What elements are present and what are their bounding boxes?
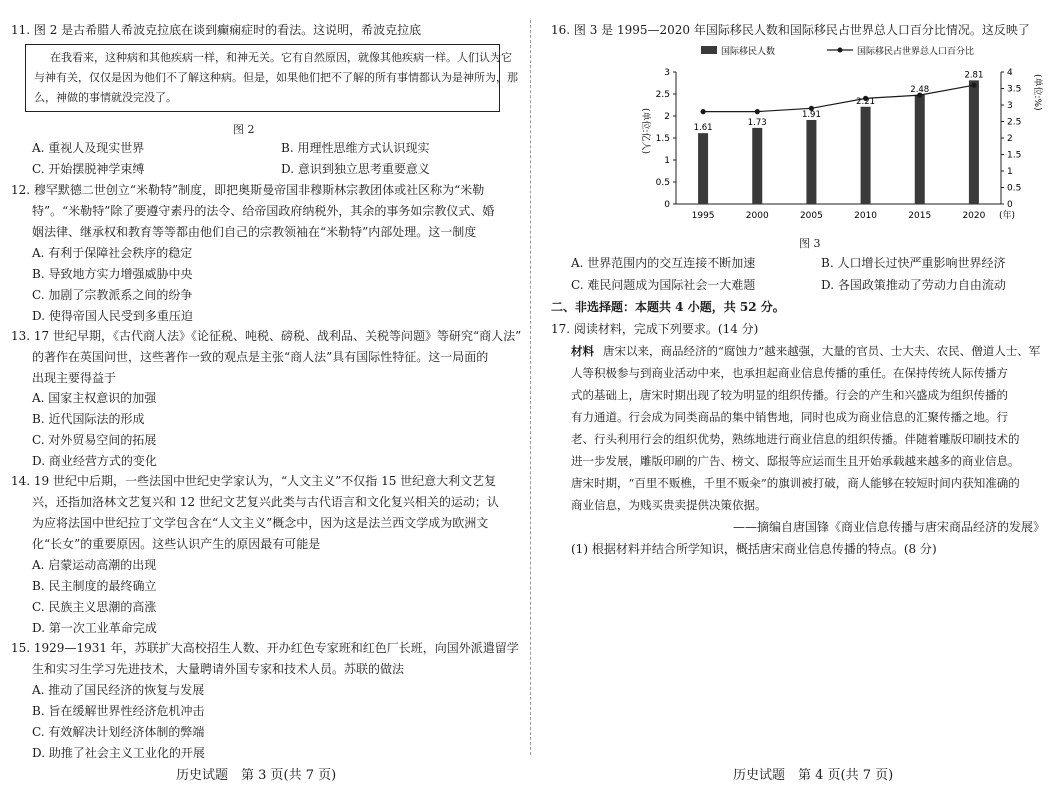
legend-bar-label: 国际移民人数	[721, 47, 776, 57]
q12-stem-line: 12. 穆罕默德二世创立“米勒特”制度，即把奥斯曼帝国非穆斯林宗教团体或社区称为“米勒	[11, 183, 485, 197]
bar	[752, 128, 762, 204]
q11-option-b[interactable]: B. 用理性思维方式认识现实	[281, 141, 430, 155]
chart-legend	[701, 45, 974, 57]
y-left-tick-label: 1.5	[655, 134, 670, 144]
q15-stem-line: 生和实习生学习先进技术，大量聘请外国专家和技术人员。苏联的做法	[32, 662, 405, 676]
q15-stem-line: 15. 1929—1931 年，苏联扩大高校招生人数、开办红色专家班和红色厂长班，向国外派遣留学	[11, 641, 519, 655]
q16-option-c[interactable]: C. 难民问题成为国际社会一大难题	[571, 278, 756, 292]
q17-stem: 17. 阅读材料，完成下列要求。(14 分)	[551, 322, 759, 336]
line-point	[971, 83, 976, 88]
q11-quote-line: 在我看来，这种病和其他疾病一样，和神无关。它有自然原因，就像其他疾病一样。人们认为它	[50, 51, 512, 64]
q13-option-a[interactable]: A. 国家主权意识的加强	[32, 391, 157, 405]
q11-stem: 11. 图 2 是古希腊人希波克拉底在谈到癫痫症时的看法。这说明，希波克拉底	[11, 23, 422, 37]
q15-option-a[interactable]: A. 推动了国民经济的恢复与发展	[32, 683, 205, 697]
q17-material-line: 商业信息，为贱买贵卖提供决策依据。	[571, 498, 767, 512]
line-point	[700, 109, 705, 114]
q11-quote-line: 与神有关，仅仅是因为他们不了解这种病。但是，如果他们把不了解的所有事情都认为是神所为，那	[34, 71, 518, 84]
q12-option-d[interactable]: D. 使得帝国人民受到多重压迫	[32, 309, 193, 323]
y-right-tick-label: 1	[1007, 167, 1013, 177]
legend-line-label: 国际移民占世界总人口百分比	[857, 47, 975, 57]
x-tick-label: 2000	[745, 211, 769, 221]
legend-line-marker	[838, 48, 843, 53]
q12-option-a[interactable]: A. 有利于保障社会秩序的稳定	[32, 246, 193, 260]
q14-stem-line: 兴，还指加洛林文艺复兴和 12 世纪文艺复兴此类与古代语言和文化复兴相关的运动；认	[32, 495, 499, 509]
bar	[698, 133, 708, 204]
q14-stem-line: 为应将法国中世纪拉丁文学包含在“人文主义”概念中，因为这是法兰西文学成为欧洲文	[32, 516, 489, 530]
figure-3-caption: 图 3	[799, 237, 821, 250]
q16-option-b[interactable]: B. 人口增长过快严重影响世界经济	[821, 256, 1006, 270]
y-right-tick-label: 0.5	[1007, 183, 1022, 194]
q13-stem-line: 出现主要得益于	[32, 371, 117, 385]
y-left-tick-label: 0.5	[655, 178, 670, 188]
y-left-tick-label: 2.5	[655, 90, 670, 100]
q12-option-b[interactable]: B. 导致地方实力增强威胁中央	[32, 267, 193, 281]
y-right-tick-label: 3.5	[1007, 84, 1022, 95]
figure-3-chart	[631, 40, 1051, 235]
bar	[915, 95, 925, 204]
q12-option-c[interactable]: C. 加剧了宗教派系之间的纷争	[32, 288, 193, 302]
bar	[861, 107, 871, 204]
bar-data-label: 1.73	[747, 117, 767, 128]
q17-material-label: 材料	[571, 344, 594, 358]
line-point	[755, 109, 760, 114]
bar-data-label: 2.48	[910, 84, 930, 95]
y-left-tick-label: 2	[664, 112, 670, 122]
section-title: 二、非选择题：本题共 4 小题，共 52 分。	[551, 300, 785, 314]
chart-axes	[656, 68, 1022, 221]
y-axis-right-label: (单位:%)	[1032, 74, 1042, 111]
q15-option-b[interactable]: B. 旨在缓解世界性经济危机冲击	[32, 704, 205, 718]
y-right-tick-label: 2	[1007, 134, 1013, 144]
q14-option-d[interactable]: D. 第一次工业革命完成	[32, 621, 157, 635]
q12-stem-line: 特”。“米勒特”除了要遵守素丹的法令、给帝国政府纳税外，其余的事务如宗教仪式、婚	[32, 204, 495, 218]
x-tick-label: 2020	[962, 211, 986, 221]
q11-quote-box	[25, 44, 518, 112]
q12-stem-line: 姻法律、继承权和教育等等都由他们自己的宗教领袖在“米勒特”内部处理。这一制度	[32, 225, 477, 239]
q11-quote-line: 么，神做的事情就没完没了。	[34, 91, 177, 104]
q17-material-line: 进一步发展，雕版印刷的广告、榜文、邸报等应运而生且开始承载越来越多的商业信息。	[571, 454, 1020, 468]
q13-stem-line: 的著作在英国问世，这些著作一致的观点是主张“商人法”具有国际性特征。这一局面的	[32, 350, 489, 364]
x-tick-label: 2010	[854, 211, 878, 221]
legend-bar-swatch	[701, 46, 717, 54]
q13-option-d[interactable]: D. 商业经营方式的变化	[32, 454, 157, 468]
x-tick-label: 1995	[691, 211, 715, 221]
q17-material-line: 式的基础上，唐宋时期出现了较为明显的组织传播。行会的产生和兴盛成为组织传播的	[571, 388, 1008, 402]
q16-option-d[interactable]: D. 各国政策推动了劳动力自由流动	[821, 278, 1006, 292]
q11-option-a[interactable]: A. 重视人及现实世界	[32, 141, 145, 155]
q17-material-line: 老、行头利用行会的组织优势，熟练地进行商业信息的组织传播。伴随着雕版印刷技术的	[571, 432, 1020, 446]
bar-data-label: 1.91	[801, 109, 821, 120]
q17-material-line: 有力通道。行会成为同类商品的集中销售地，同时也成为商业信息的汇聚传播之地。行	[571, 410, 1008, 424]
bar	[806, 120, 816, 204]
bar	[969, 80, 979, 204]
y-axis-left-label: (单位:亿人)	[640, 108, 650, 155]
data-labels	[694, 70, 984, 133]
q17-source: ——摘编自唐国锋《商业信息传播与唐宋商品经济的发展》	[733, 520, 1046, 534]
q14-stem-line: 14. 19 世纪中后期，一些法国中世纪史学家认为，“人文主义”不仅指 15 世纪意大利文艺复	[11, 474, 497, 488]
line-series	[700, 83, 976, 115]
q17-material-line: 人等积极参与到商业活动中来，也承担起商业信息传播的重任。在保持传统人际传播方	[571, 366, 1008, 380]
q13-option-c[interactable]: C. 对外贸易空间的拓展	[32, 433, 157, 447]
y-right-tick-label: 3	[1007, 101, 1013, 111]
q11-option-d[interactable]: D. 意识到独立思考重要意义	[281, 162, 430, 176]
y-right-tick-label: 0	[1007, 200, 1013, 210]
y-right-tick-label: 1.5	[1007, 150, 1022, 161]
q13-option-b[interactable]: B. 近代国际法的形成	[32, 412, 145, 426]
q16-stem: 16. 图 3 是 1995—2020 年国际移民人数和国际移民占世界总人口百分比情况。这反映了	[551, 23, 1030, 37]
y-left-tick-label: 3	[664, 68, 670, 78]
x-axis-suffix: (年)	[999, 211, 1016, 221]
q15-option-c[interactable]: C. 有效解决计划经济体制的弊端	[32, 725, 205, 739]
y-right-tick-label: 2.5	[1007, 117, 1022, 128]
q11-option-c[interactable]: C. 开始摆脱神学束缚	[32, 162, 145, 176]
q17-material-line: 唐宋时期，“百里不贩樵，千里不贩籴”的旗训被打破，商人能够在较短时间内获知准确的	[571, 476, 1020, 490]
q14-stem-line: 化“长女”的重要原因。这些认识产生的原因最有可能是	[32, 537, 321, 551]
bar-data-label: 1.61	[693, 123, 713, 134]
page-divider	[530, 20, 531, 755]
q17-sub-question-1[interactable]: (1) 根据材料并结合所学知识，概括唐宋商业信息传播的特点。(8 分)	[571, 542, 937, 556]
q14-option-b[interactable]: B. 民主制度的最终确立	[32, 579, 157, 593]
q17-material-line: 唐宋以来，商品经济的“腐蚀力”越来越强，大量的官员、士大夫、农民、僧道人士、军	[603, 344, 1041, 358]
x-tick-label: 2005	[799, 211, 823, 221]
q14-option-c[interactable]: C. 民族主义思潮的高涨	[32, 600, 157, 614]
q15-option-d[interactable]: D. 助推了社会主义工业化的开展	[32, 746, 205, 760]
percentage-line	[703, 85, 974, 111]
y-left-tick-label: 0	[664, 200, 670, 210]
q14-option-a[interactable]: A. 启蒙运动高潮的出现	[32, 558, 157, 572]
bar-data-label: 2.21	[856, 96, 876, 107]
y-left-tick-label: 1	[664, 156, 670, 166]
q16-option-a[interactable]: A. 世界范围内的交互连接不断加速	[571, 256, 756, 270]
y-right-tick-label: 4	[1007, 68, 1013, 78]
bar-data-label: 2.81	[964, 70, 984, 81]
q13-stem-line: 13. 17 世纪早期，《古代商人法》《论征税、吨税、磅税、战利品、关税等问题》等研究“商人法”	[11, 329, 522, 343]
bar-series	[698, 80, 979, 204]
left-page-footer: 历史试题 第 3 页(共 7 页)	[176, 768, 337, 783]
right-page-footer: 历史试题 第 4 页(共 7 页)	[733, 768, 894, 783]
x-tick-label: 2015	[908, 211, 932, 221]
figure-2-caption: 图 2	[233, 123, 255, 136]
